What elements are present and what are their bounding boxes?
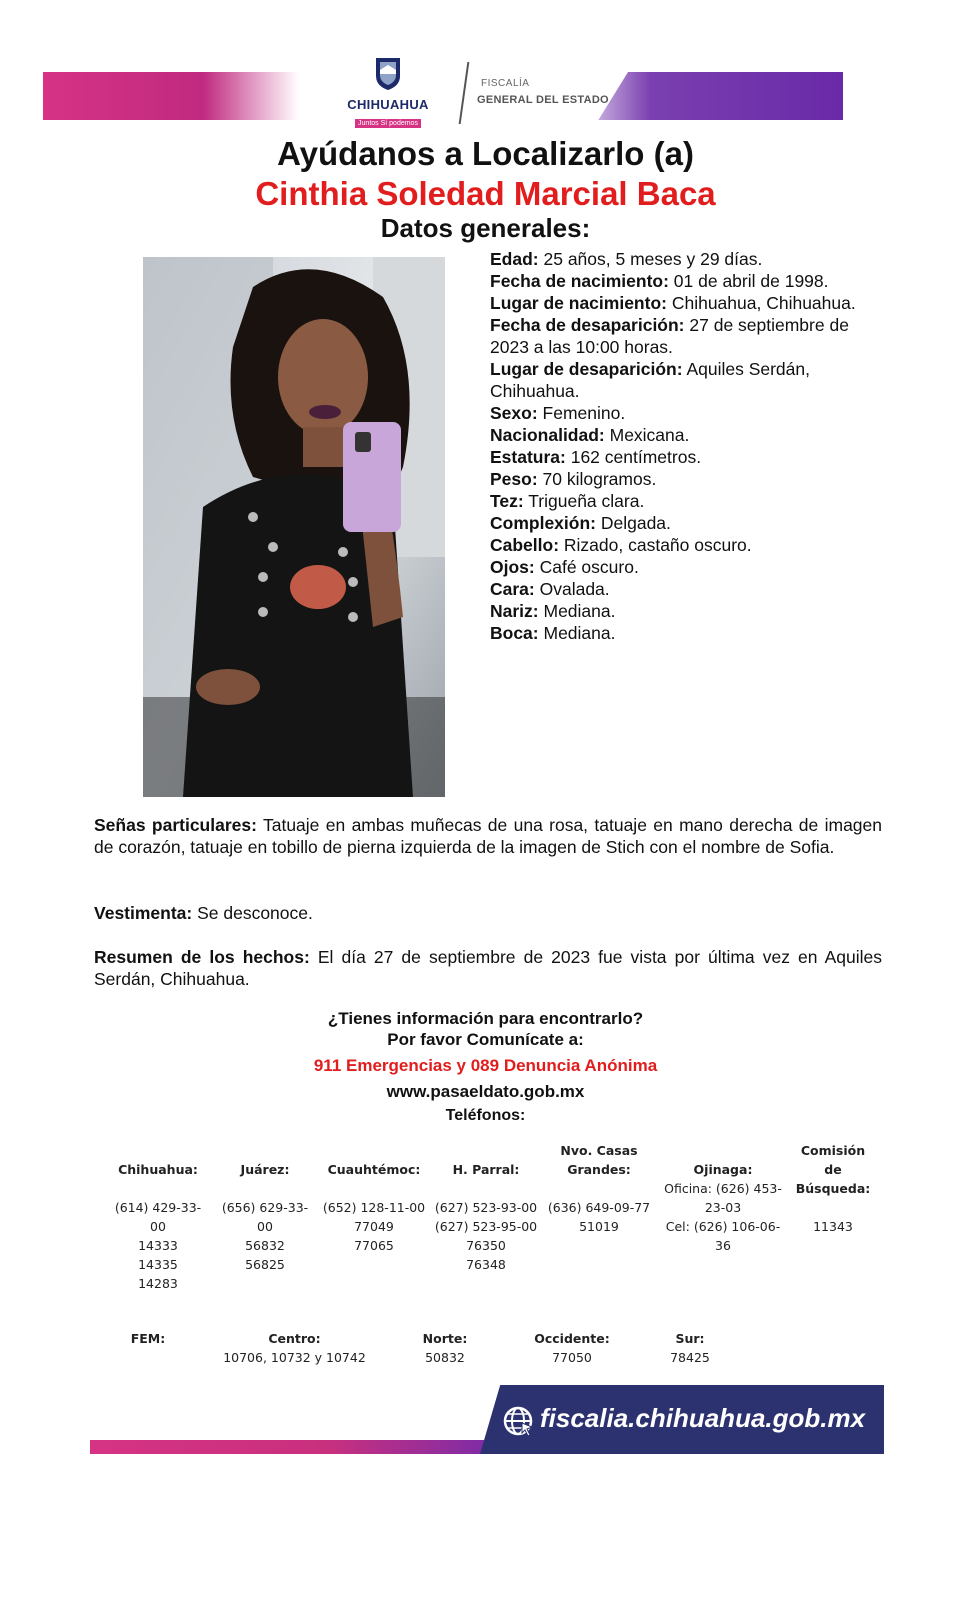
chihuahua-logo <box>343 56 433 132</box>
info-label: Peso: <box>490 469 538 489</box>
phones-header: Cuauhtémoc: <box>327 1162 421 1177</box>
vestimenta <box>94 902 882 924</box>
phone-number: (614) 429-33-00 <box>114 1200 202 1234</box>
fem-sur <box>655 1329 725 1367</box>
phone-number: (636) 649-09-77 <box>547 1200 651 1215</box>
info-label: Estatura: <box>490 447 566 467</box>
phone-number: Oficina: (626) 453- <box>664 1181 782 1196</box>
info-fecha-nacimiento <box>490 270 890 292</box>
info-value: Mediana. <box>538 601 616 621</box>
phones-header: H. Parral: <box>452 1162 520 1177</box>
info-label: Nariz: <box>490 601 539 621</box>
phones-cuauhtemoc <box>322 1160 426 1255</box>
fem-label <box>118 1329 178 1348</box>
info-sexo <box>490 402 890 424</box>
info-value: Femenino. <box>537 403 626 423</box>
fiscalia-label: FISCALÍA <box>481 78 530 89</box>
phones-label: Teléfonos: <box>445 1107 526 1124</box>
info-edad <box>490 248 890 270</box>
info-label: Cabello: <box>490 535 560 555</box>
info-nacionalidad <box>490 424 890 446</box>
info-value: Ovalada. <box>534 579 610 599</box>
info-label: Sexo: <box>490 403 538 423</box>
info-value: 25 años, 5 meses y 29 días. <box>538 249 763 269</box>
info-ojos <box>490 556 890 578</box>
logo-name: CHIHUAHUA <box>347 97 429 112</box>
phone-number: 23-03 <box>704 1200 742 1215</box>
info-value: Café oscuro. <box>534 557 639 577</box>
person-name: Cinthia Soledad Marcial Baca <box>255 175 716 212</box>
phone-number: 51019 <box>579 1219 619 1234</box>
phones-header: Comisión de <box>800 1143 866 1177</box>
info-value: Mexicana. <box>604 425 690 445</box>
info-label: Lugar de nacimiento: <box>490 293 667 313</box>
emergency-numbers: 911 Emergencias y 089 Denuncia Anónima <box>313 1056 658 1075</box>
phone-number: 77049 <box>354 1219 394 1234</box>
globe-icon <box>502 1405 534 1437</box>
info-label: Fecha de desaparición: <box>490 315 685 335</box>
info-label: Edad: <box>490 249 539 269</box>
info-lugar-desaparicion <box>490 358 890 402</box>
phone-number: 56832 <box>245 1238 285 1253</box>
info-value: Rizado, castaño oscuro. <box>559 535 752 555</box>
info-estatura <box>490 446 890 468</box>
fem-header: Sur: <box>675 1331 705 1346</box>
info-value: Delgada. <box>595 513 671 533</box>
phone-number: 14333 <box>138 1238 178 1253</box>
person-photo <box>143 257 445 797</box>
phones-juarez <box>215 1160 315 1274</box>
info-fecha-desaparicion <box>490 314 890 358</box>
senas-value: Tatuaje en ambas muñecas de una rosa, tatuaje en mano derecha de imagen de corazón, tatuaje en tobillo de pierna izquierda de la imagen de Stich con el nombre de Sofia. <box>94 815 882 857</box>
phone-number: (652) 128-11-00 <box>322 1200 426 1215</box>
fem-header: Centro: <box>268 1331 321 1346</box>
senas-label: Señas particulares: <box>94 815 257 835</box>
page-title: Ayúdanos a Localizarlo (a) <box>277 135 694 172</box>
info-peso <box>490 468 890 490</box>
header-banner <box>43 56 843 127</box>
phone-number: (627) 523-95-00 <box>434 1219 538 1234</box>
footer-banner <box>90 1385 884 1455</box>
info-value: Chihuahua, Chihuahua. <box>666 293 856 313</box>
phone-number: 56825 <box>245 1257 285 1272</box>
info-value: 27 de septiembre de 2023 a las 10:00 horas. <box>490 315 849 357</box>
info-cabello <box>490 534 890 556</box>
info-label: Ojos: <box>490 557 535 577</box>
phone-number: 11343 <box>813 1219 853 1234</box>
phone-number: (656) 629-33-00 <box>221 1200 309 1234</box>
phones-casas-grandes <box>547 1141 651 1236</box>
phone-number: 14283 <box>138 1276 178 1291</box>
phone-number: 10706, 10732 y 10742 <box>223 1350 366 1365</box>
info-value: 162 centímetros. <box>565 447 702 467</box>
phones-ojinaga <box>660 1160 786 1255</box>
phones-header: Grandes: <box>567 1162 631 1177</box>
phones-comision <box>790 1141 876 1236</box>
phone-number: 50832 <box>425 1350 465 1365</box>
info-tez <box>490 490 890 512</box>
phone-number: 76348 <box>466 1257 506 1272</box>
photo-illustration <box>143 257 445 797</box>
resumen-value: El día 27 de septiembre de 2023 fue vista por última vez en Aquiles Serdán, Chihuahua. <box>94 947 882 989</box>
vestimenta-label: Vestimenta: <box>94 903 193 923</box>
info-cara <box>490 578 890 600</box>
phone-number: 77050 <box>552 1350 592 1365</box>
info-value: 01 de abril de 1998. <box>668 271 829 291</box>
section-title: Datos generales: <box>380 213 591 243</box>
info-nariz <box>490 600 890 622</box>
phones-header: Nvo. Casas <box>560 1143 638 1158</box>
info-label: Complexión: <box>490 513 596 533</box>
phone-number: 76350 <box>466 1238 506 1253</box>
phone-number: 14335 <box>138 1257 178 1272</box>
info-value: Mediana. <box>538 623 616 643</box>
info-label: Nacionalidad: <box>490 425 605 445</box>
resumen-hechos <box>94 946 882 990</box>
phones-chihuahua <box>108 1160 208 1293</box>
phone-number: (627) 523-93-00 <box>434 1200 538 1215</box>
phones-header: Búsqueda: <box>795 1181 871 1196</box>
info-value: 70 kilogramos. <box>537 469 657 489</box>
shield-icon <box>372 56 404 92</box>
website-link[interactable]: www.pasaeldato.gob.mx <box>386 1082 585 1101</box>
phones-parral <box>434 1160 538 1274</box>
senas-particulares <box>94 814 882 858</box>
contact-please: Por favor Comunícate a: <box>387 1030 584 1049</box>
phones-header: Juárez: <box>240 1162 290 1177</box>
phone-number: 78425 <box>670 1350 710 1365</box>
general-label: GENERAL DEL ESTADO <box>477 94 609 106</box>
fem-header: FEM: <box>130 1331 166 1346</box>
info-label: Fecha de nacimiento: <box>490 271 669 291</box>
info-label: Boca: <box>490 623 539 643</box>
fem-header: Occidente: <box>534 1331 610 1346</box>
info-list <box>490 248 890 644</box>
info-label: Cara: <box>490 579 535 599</box>
info-value: Trigueña clara. <box>523 491 645 511</box>
fem-centro <box>222 1329 367 1367</box>
fem-header: Norte: <box>422 1331 468 1346</box>
phone-number: 77065 <box>354 1238 394 1253</box>
logo-tagline: Juntos Sí podemos <box>355 119 421 128</box>
info-label: Tez: <box>490 491 524 511</box>
info-lugar-nacimiento <box>490 292 890 314</box>
phones-header: Ojinaga: <box>693 1162 753 1177</box>
contact-question: ¿Tienes información para encontrarlo? <box>327 1009 644 1028</box>
vestimenta-value: Se desconoce. <box>192 903 313 923</box>
info-boca <box>490 622 890 644</box>
info-complexion <box>490 512 890 534</box>
fem-norte <box>410 1329 480 1367</box>
footer-url[interactable]: fiscalia.chihuahua.gob.mx <box>540 1403 866 1433</box>
fem-occidente <box>527 1329 617 1367</box>
phone-number: Cel: (626) 106-06-36 <box>665 1219 781 1253</box>
info-value: Aquiles Serdán, Chihuahua. <box>490 359 810 401</box>
info-label: Lugar de desaparición: <box>490 359 683 379</box>
resumen-label: Resumen de los hechos: <box>94 947 310 967</box>
phones-header: Chihuahua: <box>118 1162 198 1177</box>
